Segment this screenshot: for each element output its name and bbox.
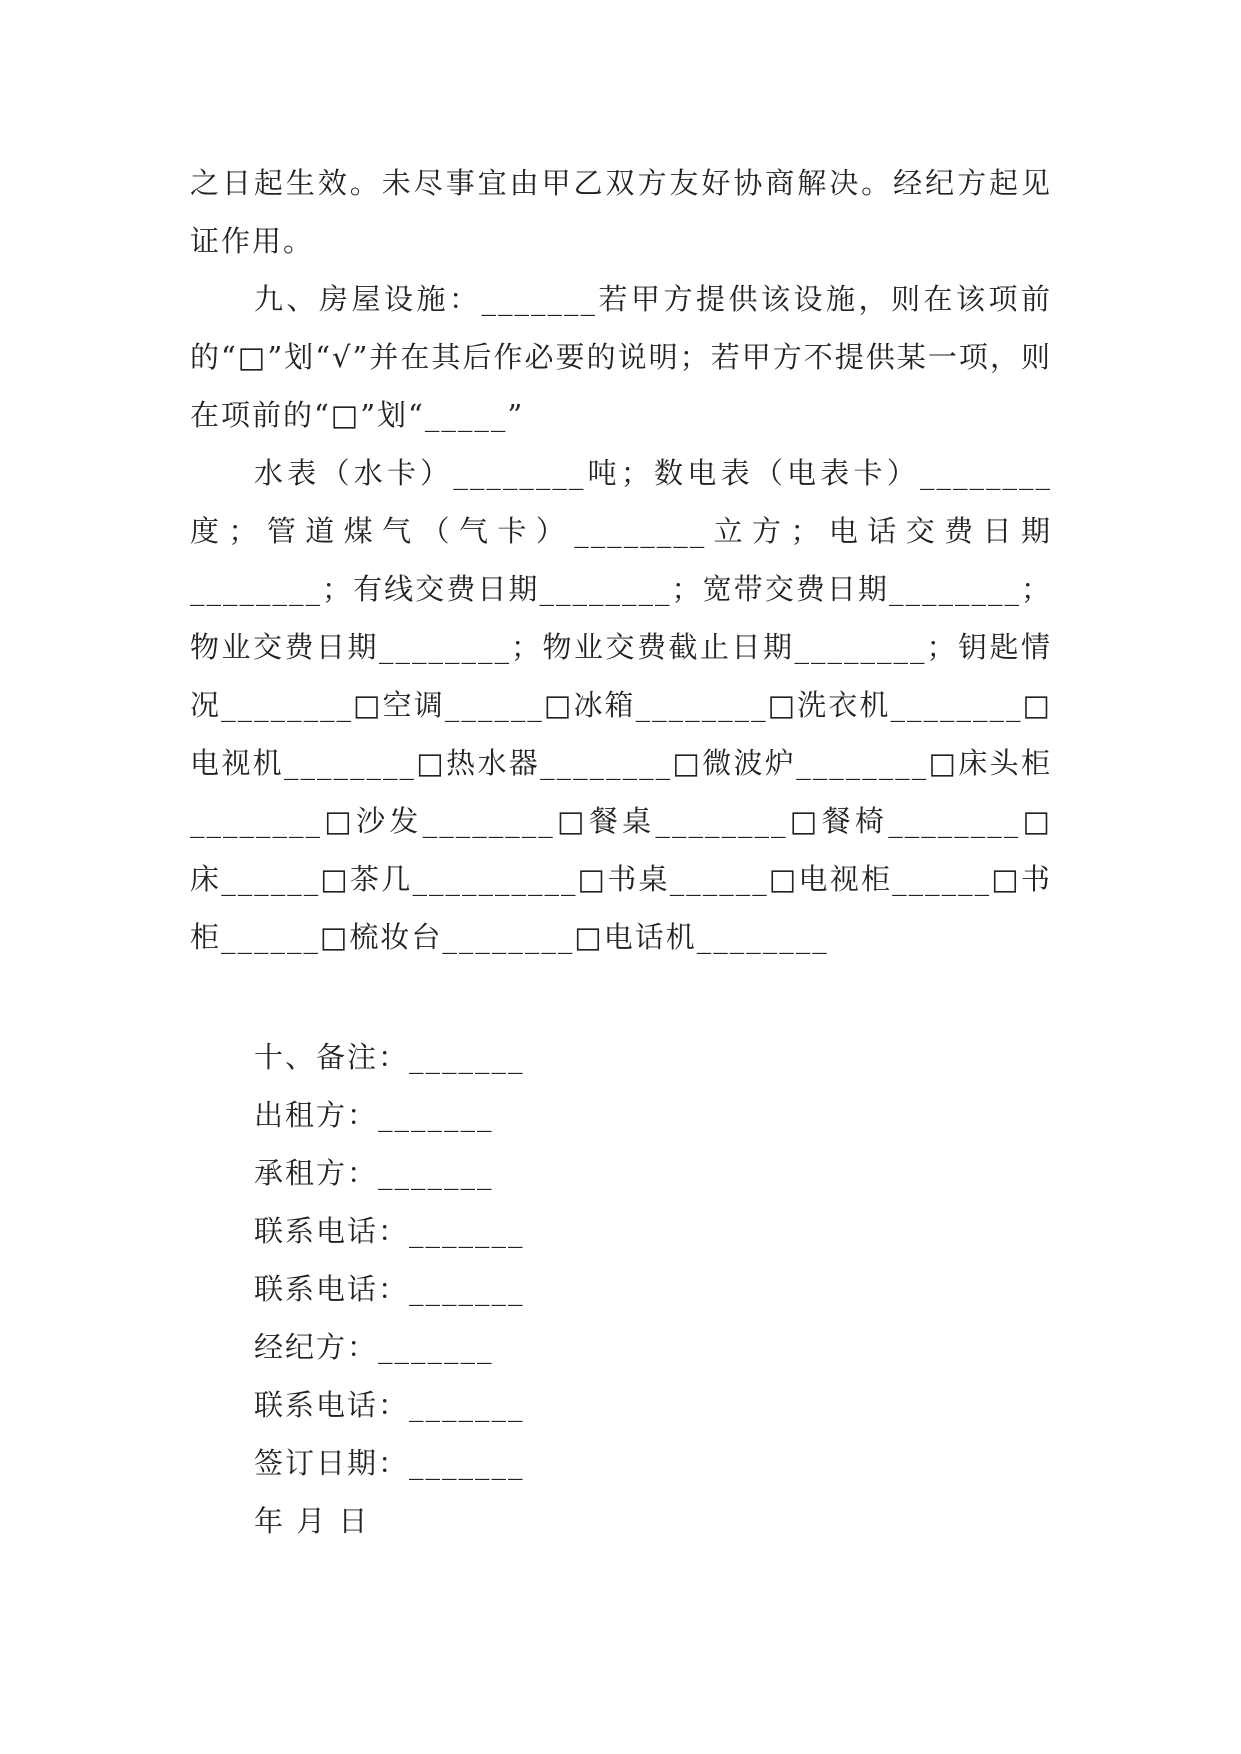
sign-date-line: 签订日期：_______ [254,1446,525,1480]
phone-line-1: 联系电话：_______ [254,1214,525,1248]
remarks-line: 十、备注：_______ [254,1040,525,1074]
effect-clause-continuation: 之日起生效。未尽事宜由甲乙双方友好协商解决。经纪方起见证作用。 [190,166,1052,258]
facilities-list: 水表（水卡）________吨；数电表（电表卡）________度；管道煤气（气卡）________立方；电话交费日期________；有线交费日期________；宽带交费日期________；物业交费日期________；物业交费截止日期________；钥匙情况________□空调______□冰箱________□洗衣机________□电视机________□热水器________□微波炉________□床头柜________□沙发________□餐桌________□餐椅________□床______□茶几__________□书桌______□电视柜______□书柜______□梳妆台________□电话机________ [190,456,1052,954]
signature-block [254,1028,525,1550]
date-format-line: 年 月 日 [254,1504,370,1538]
facilities-clause: 九、房屋设施：_______若甲方提供该设施，则在该项前的“□”划“√”并在其后作必要的说明；若甲方不提供某一项，则在项前的“□”划“_____” [190,282,1052,432]
phone-line-3: 联系电话：_______ [254,1388,525,1422]
contract-body [190,154,1052,966]
lessee-line: 承租方：_______ [254,1156,494,1190]
lessor-line: 出租方：_______ [254,1098,494,1132]
agent-line: 经纪方：_______ [254,1330,494,1364]
phone-line-2: 联系电话：_______ [254,1272,525,1306]
